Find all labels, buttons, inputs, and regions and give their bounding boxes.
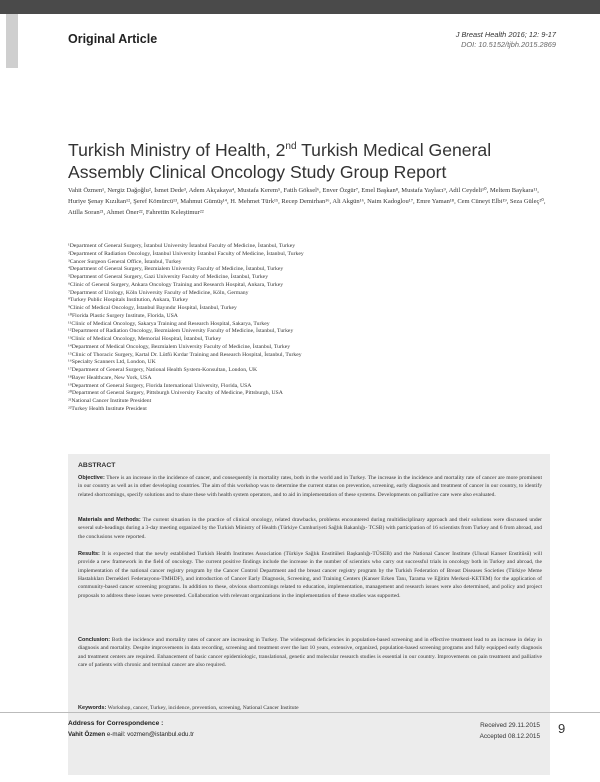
methods-label: Materials and Methods:	[78, 517, 141, 523]
affiliation-item: ⁹Clinic of Medical Oncology, İstanbul Bayındır Hospital, İstanbul, Turkey	[68, 305, 237, 311]
keywords-label: Keywords:	[78, 705, 107, 711]
affiliation-item: ²¹National Cancer Institute President	[68, 398, 152, 404]
affiliation-item: ¹⁸Bayer Healthcare, New York, USA	[68, 374, 152, 381]
affiliation-item: ⁵Department of General Surgery, Gazi University Faculty of Medicine, İstanbul, Turkey	[68, 274, 269, 280]
journal-info	[456, 30, 556, 50]
abstract-heading: ABSTRACT	[78, 462, 116, 469]
correspondence-label: Address for Correspondence :	[68, 720, 164, 727]
affiliation-item: ¹⁵Clinic of Thoracic Surgery, Kartal Dr. Lütfü Kırdar Training and Research Hospital, İstanbul, Turkey	[68, 351, 302, 358]
methods-text: The current situation in the practice of clinical oncology, related drawbacks, problems encountered during multidisciplinary approach and their solutions were discussed under several sub-headings during a 3-day meeting organized by the Turkish Ministry of Health (Türkiye Cumhuriyeti Sağlık Bakanlığı- TCSB) with participation of 16 scientists from Turkey and 6 from abroad, and the conclusions were reported.	[78, 517, 542, 540]
article-type: Original Article	[68, 32, 158, 46]
objective-label: Objective:	[78, 475, 105, 481]
affiliation-item: ¹²Department of Radiation Oncology, Bezmialem University Faculty of Medicine, İstanbul, Turkey	[68, 328, 294, 335]
side-tab	[6, 14, 18, 68]
affiliation-item: ⁷Department of Urology, Köln University Faculty of Medicine, Köln, Germany	[68, 289, 249, 296]
correspondence-name: Vahit Özmen	[68, 731, 106, 738]
title-part-2: Turkish Medical General Assembly Clinical Oncology Study Group Report	[68, 139, 492, 182]
footer-divider	[0, 712, 600, 713]
accepted-date: Accepted 08.12.2015	[479, 733, 540, 740]
doi-link[interactable]: DOI: 10.5152/tjbh.2015.2869	[461, 40, 556, 49]
abstract-methods	[78, 516, 542, 541]
affiliation-item: ²⁰Department of General Surgery, Pittsburgh University Faculty of Medicine, Pittsburgh, USA	[68, 390, 283, 397]
keywords-text: Workshop, cancer, Turkey, incidence, prevention, screening, National Cancer Institute	[107, 705, 299, 711]
conclusion-text: Both the incidence and mortality rates of cancer are increasing in Turkey. The widespread deficiencies in population-based screening and in effective treatment lead to an increase in delay in diagnosis and mortality. Despite improvements in data recording, screening and treatment over the last 10 years, extensive, organized, population-based screening programs and fully equipped early diagnosis and treatment centers are required. Enhancement of basic cancer epidemiologic, translational, genetic and molecular research studies is essential in our country. Improvements on pain treatment and palliative care of patients with chronic and terminal cancer are also required.	[78, 637, 542, 669]
affiliation-item: ¹⁹Department of General Surgery, Florida International University, Florida, USA	[68, 382, 252, 389]
affiliation-item: ¹¹Clinic of Medical Oncology, Sakarya Training and Research Hospital, Sakarya, Turkey	[68, 320, 270, 327]
affiliation-item: ¹⁷Department of General Surgery, National Health System-Konsultan, London, UK	[68, 367, 258, 373]
abstract-results	[78, 550, 542, 600]
affiliation-item: ¹³Clinic of Medical Oncology, Memorial Hospital, İstanbul, Turkey	[68, 336, 222, 342]
top-banner	[0, 0, 600, 14]
article-title	[68, 136, 548, 183]
author-list: Vahit Özmen¹, Nergiz Dağoğlu², İsmet Dede³, Adem Akçakaya⁴, Mustafa Kerem⁵, Fatih Göksel⁶, Enver Özgür⁷, Emel Başkan⁸, Mustafa Yaylacı⁹, Adil Ceydeli¹⁰, Meltem Baykara¹¹, Huriye Şenay Kızıltan¹², Şeref Kömürcü¹³, Mahmut Gümüş¹⁴, H. Mehmet Türk¹⁵, Recep Demirhan¹⁶, Ali Akgün¹⁶, Naim Kadoglou¹⁷, Emre Yaman¹⁸, Cem Cüneyt Elbi¹⁹, Seza Güleç²⁰, Atilla Soran²¹, Ahmet Öner²², Fahrettin Keleştimur²²	[68, 187, 546, 217]
affiliation-item: ⁴Department of General Surgery, Bezmialem University Faculty of Medicine, İstanbul, Turkey	[68, 266, 284, 273]
results-text: It is expected that the newly established Turkish Health Institutes Association (Türkiye Sağlık Enstitüleri Başkanlığı-TÜSEB) and the National Cancer Institute (Ulusal Kanser Enstitüsü) will provide a new framework in the field of oncology. The current positive findings include the increase in the number of scientists who carry out successful trials in oncology both in Turkey and abroad, the implementation of the national cancer registry program by the Cancer Control Department and the breast cancer registry program by the Turkish Federation of Breast Diseases Societies (Türkiye Meme Hastalıkları Dernekleri Federasyonu-TMHDF), and introduction of Cancer Early Diagnosis, Screening, and Training Centers (Kanser Erken Tanı, Tarama ve Eğitim Merkezi-KETEM) for the application of community-based cancer screening programs. In addition to these, obvious shortcomings related to education, implementation, management and research issues were also determined, and policy and project proposals to address these issues were presented. Collaboration with relevant organizations in the implementation of these studies was supported.	[78, 551, 542, 599]
title-part-1: Turkish Ministry of Health, 2	[68, 139, 286, 160]
affiliation-item: ³Cancer Surgeon General Office, İstanbul, Turkey	[68, 258, 182, 265]
correspondence-email[interactable]: e-mail: vozmen@istanbul.edu.tr	[106, 731, 194, 738]
page-number: 9	[558, 721, 566, 736]
affiliation-item: ¹⁰Florida Plastic Surgery Institute, Florida, USA	[68, 312, 178, 319]
affiliation-item: ²²Turkey Health Institute President	[68, 405, 147, 412]
received-date: Received 29.11.2015	[480, 722, 540, 729]
affiliation-item: ⁶Clinic of General Surgery, Ankara Oncology Training and Research Hospital, Ankara, Turkey	[68, 281, 284, 288]
affiliation-list	[68, 243, 550, 414]
conclusion-label: Conclusion:	[78, 637, 111, 643]
results-label: Results:	[78, 551, 100, 557]
affiliation-item: ¹⁶Specialty Scanners Ltd, London, UK	[68, 359, 156, 366]
objective-text: There is an increase in the incidence of cancer, and consequently in mortality rates, both in the world and in Turkey. The increase in the incidence and mortality rate of cancer are more prominent in our country as well as in other developing countries. The aim of this workshop was to determine the current status on prevention, screening, early diagnosis and treatment of cancer in our country, to identify related shortcomings, specify solutions and to share these with health system operators, and to aid in implementation of these systems. Developments on palliative care were also evaluated.	[78, 475, 542, 498]
affiliation-item: ⁸Turkey Public Hospitals Institution, Ankara, Turkey	[68, 297, 189, 304]
abstract-conclusion	[78, 636, 542, 669]
dates-block	[480, 720, 540, 742]
correspondence-line	[68, 731, 194, 738]
affiliation-item: ²Department of Radiation Oncology, İstanbul University İstanbul Faculty of Medicine, İstanbul, Turkey	[68, 250, 304, 257]
journal-citation: J Breast Health 2016; 12: 9-17	[455, 30, 556, 39]
affiliation-item: ¹Department of General Surgery, İstanbul University İstanbul Faculty of Medicine, İstanbul, Turkey	[68, 243, 296, 249]
abstract-objective	[78, 474, 542, 499]
title-superscript: nd	[285, 141, 297, 152]
affiliation-item: ¹⁴Department of Medical Oncology, Bezmialem University Faculty of Medicine, İstanbul, Turkey	[68, 343, 291, 350]
